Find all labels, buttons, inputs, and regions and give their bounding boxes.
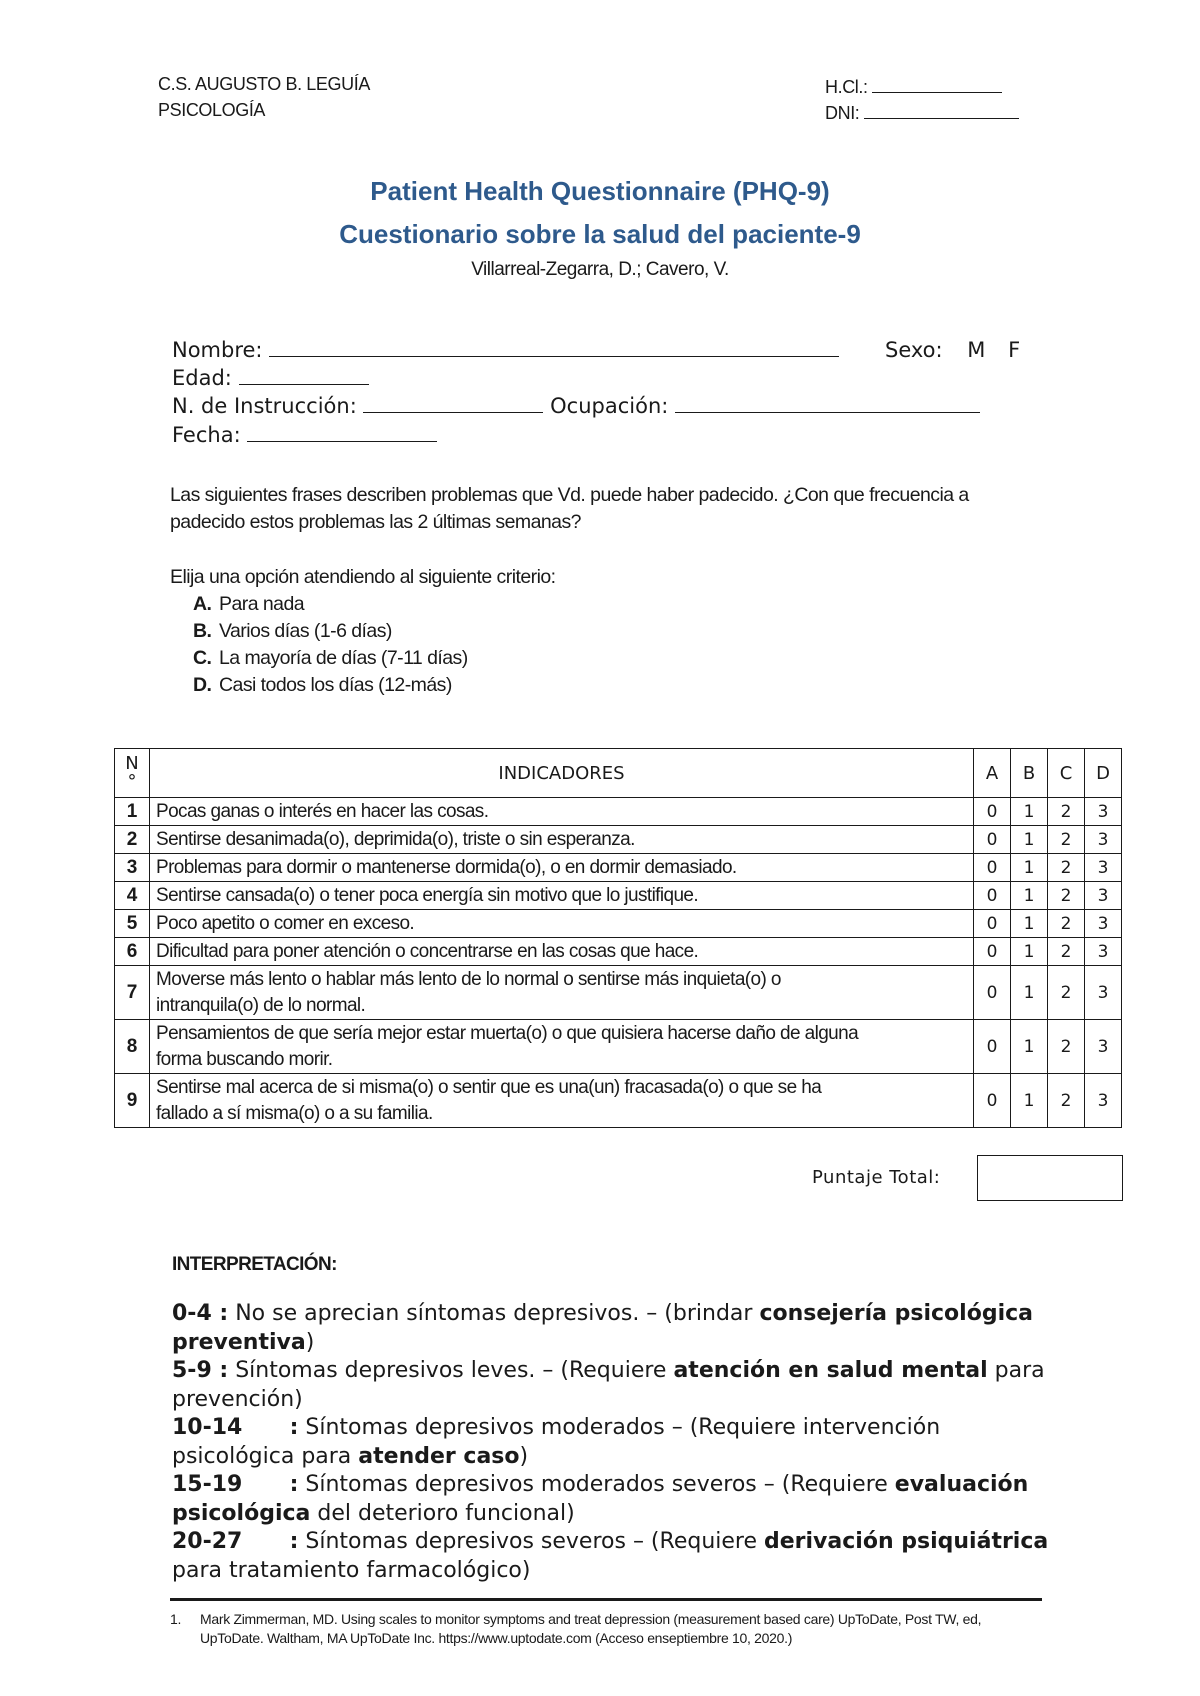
center-name: C.S. AUGUSTO B. LEGUÍA	[158, 74, 370, 94]
option-key: B.	[193, 620, 212, 642]
edad-blank[interactable]	[239, 366, 369, 385]
score-b[interactable]: 1	[1011, 882, 1048, 910]
sexo-f-option[interactable]: F	[1008, 338, 1021, 362]
option-text: Casi todos los días (12-más)	[219, 674, 452, 696]
instruccion-blank[interactable]	[363, 394, 543, 413]
intro-line-1: Las siguientes frases describen problemas que Vd. puede haber padecido. ¿Con que frecuencia a	[170, 484, 969, 506]
indicator-text: Sentirse desanimada(o), deprimida(o), triste o sin esperanza.	[150, 826, 974, 854]
dni-label: DNI:	[825, 103, 860, 123]
col-c-header: C	[1048, 749, 1085, 798]
interpretation-item: 10-14 : Síntomas depresivos moderados – (Requiere intervención psicológica para atender caso)	[172, 1415, 941, 1469]
indicator-text: Sentirse mal acerca de si misma(o) o sentir que es una(un) fracasada(o) o que se ha fallado a sí misma(o) o a su familia.	[150, 1074, 974, 1128]
score-a[interactable]: 0	[974, 966, 1011, 1020]
score-a[interactable]: 0	[974, 910, 1011, 938]
option-text: La mayoría de días (7-11 días)	[219, 647, 468, 669]
fecha-blank[interactable]	[247, 423, 437, 442]
col-a-header: A	[974, 749, 1011, 798]
score-c[interactable]: 2	[1048, 1074, 1085, 1128]
score-b[interactable]: 1	[1011, 826, 1048, 854]
score-d[interactable]: 3	[1085, 798, 1122, 826]
sexo-row	[885, 338, 1020, 362]
score-c[interactable]: 2	[1048, 966, 1085, 1020]
score-d[interactable]: 3	[1085, 1020, 1122, 1074]
col-n-header: N °	[115, 749, 150, 798]
instruccion-label: N. de Instrucción:	[172, 394, 357, 418]
score-a[interactable]: 0	[974, 826, 1011, 854]
indicator-text: Problemas para dormir o mantenerse dormida(o), o en dormir demasiado.	[150, 854, 974, 882]
col-b-header: B	[1011, 749, 1048, 798]
score-d[interactable]: 3	[1085, 1074, 1122, 1128]
ocupacion-label: Ocupación:	[550, 394, 669, 418]
interpretation-item: 20-27 : Síntomas depresivos severos – (Requiere derivación psiquiátrica para tratamiento farmacológico)	[172, 1529, 1049, 1583]
score-a[interactable]: 0	[974, 938, 1011, 966]
score-b[interactable]: 1	[1011, 938, 1048, 966]
footnote-number: 1.	[170, 1611, 182, 1627]
score-d[interactable]: 3	[1085, 882, 1122, 910]
score-d[interactable]: 3	[1085, 966, 1122, 1020]
nombre-label: Nombre:	[172, 338, 263, 362]
score-c[interactable]: 2	[1048, 910, 1085, 938]
hcl-blank[interactable]	[872, 74, 1002, 93]
interpretation-list	[172, 1300, 1052, 1585]
title-es: Cuestionario sobre la salud del paciente-9	[339, 219, 861, 249]
options-list	[193, 591, 468, 699]
score-c[interactable]: 2	[1048, 1020, 1085, 1074]
option-b	[193, 618, 468, 645]
sexo-label: Sexo:	[885, 338, 943, 362]
indicator-text: Poco apetito o comer en exceso.	[150, 910, 974, 938]
total-score-box[interactable]	[977, 1155, 1123, 1201]
interpretation-item: 5-9 : Síntomas depresivos leves. – (Requiere atención en salud mental para prevención)	[172, 1358, 1045, 1412]
indicator-text: Sentirse cansada(o) o tener poca energía sin motivo que lo justifique.	[150, 882, 974, 910]
footnote-line-1: Mark Zimmerman, MD. Using scales to monitor symptoms and treat depression (measurement based care) UpToDate, Post TW, ed,	[200, 1611, 982, 1627]
department-name: PSICOLOGÍA	[158, 100, 266, 120]
title-en: Patient Health Questionnaire (PHQ-9)	[370, 176, 830, 206]
ocupacion-blank[interactable]	[675, 394, 980, 413]
intro-paragraph	[170, 482, 969, 536]
footnote-rule	[170, 1598, 1042, 1601]
table-row: 3 Problemas para dormir o mantenerse dormida(o), o en dormir demasiado. 0 1 2 3	[115, 854, 1122, 882]
score-c[interactable]: 2	[1048, 882, 1085, 910]
instruccion-row	[172, 394, 980, 418]
table-row: 4 Sentirse cansada(o) o tener poca energía sin motivo que lo justifique. 0 1 2 3	[115, 882, 1122, 910]
option-c	[193, 645, 468, 672]
footnote	[170, 1610, 1050, 1648]
interpretation-heading: INTERPRETACIÓN:	[172, 1254, 337, 1275]
score-d[interactable]: 3	[1085, 854, 1122, 882]
edad-label: Edad:	[172, 366, 232, 390]
table-row: 2 Sentirse desanimada(o), deprimida(o), triste o sin esperanza. 0 1 2 3	[115, 826, 1122, 854]
table-row: 7 Moverse más lento o hablar más lento de lo normal o sentirse más inquieta(o) o intranquila(o) de lo normal. 0 1 2 3	[115, 966, 1122, 1020]
table-header-row	[115, 749, 1122, 798]
criteria-text: Elija una opción atendiendo al siguiente criterio:	[170, 566, 556, 588]
hcl-field[interactable]	[825, 74, 1002, 98]
authors: Villarreal-Zegarra, D.; Cavero, V.	[471, 259, 729, 280]
score-b[interactable]: 1	[1011, 910, 1048, 938]
indicators-table	[114, 748, 1122, 1128]
indicator-text: Pensamientos de que sería mejor estar muerta(o) o que quisiera hacerse daño de alguna forma buscando morir.	[150, 1020, 974, 1074]
nombre-row	[172, 338, 839, 362]
nombre-blank[interactable]	[269, 338, 839, 357]
score-a[interactable]: 0	[974, 1020, 1011, 1074]
hcl-label: H.Cl.:	[825, 77, 868, 97]
dni-blank[interactable]	[864, 100, 1019, 119]
indicator-text: Dificultad para poner atención o concentrarse en las cosas que hace.	[150, 938, 974, 966]
intro-line-2: padecido estos problemas las 2 últimas semanas?	[170, 511, 581, 533]
option-key: A.	[193, 593, 212, 615]
score-d[interactable]: 3	[1085, 938, 1122, 966]
option-d	[193, 672, 468, 699]
fecha-label: Fecha:	[172, 423, 241, 447]
score-b[interactable]: 1	[1011, 854, 1048, 882]
score-b[interactable]: 1	[1011, 1074, 1048, 1128]
option-a	[193, 591, 468, 618]
dni-field[interactable]	[825, 100, 1019, 124]
option-text: Para nada	[219, 593, 305, 615]
indicator-text: Pocas ganas o interés en hacer las cosas.	[150, 798, 974, 826]
option-text: Varios días (1-6 días)	[219, 620, 392, 642]
score-a[interactable]: 0	[974, 882, 1011, 910]
footnote-line-2: UpToDate. Waltham, MA UpToDate Inc. https://www.uptodate.com (Acceso enseptiembre 10, 2020.)	[200, 1630, 793, 1646]
fecha-row	[172, 423, 437, 447]
interpretation-item: 15-19 : Síntomas depresivos moderados severos – (Requiere evaluación psicológica del deterioro funcional)	[172, 1472, 1029, 1526]
table-row: 5 Poco apetito o comer en exceso. 0 1 2 3	[115, 910, 1122, 938]
score-c[interactable]: 2	[1048, 854, 1085, 882]
score-c[interactable]: 2	[1048, 938, 1085, 966]
table-row: 9 Sentirse mal acerca de si misma(o) o sentir que es una(un) fracasada(o) o que se ha fallado a sí misma(o) o a su familia. 0 1 2 3	[115, 1074, 1122, 1128]
score-a[interactable]: 0	[974, 854, 1011, 882]
score-a[interactable]: 0	[974, 1074, 1011, 1128]
option-key: C.	[193, 647, 212, 669]
score-c[interactable]: 2	[1048, 826, 1085, 854]
score-d[interactable]: 3	[1085, 910, 1122, 938]
table-row: 8 Pensamientos de que sería mejor estar muerta(o) o que quisiera hacerse daño de alguna forma buscando morir. 0 1 2 3	[115, 1020, 1122, 1074]
total-label: Puntaje Total:	[812, 1167, 941, 1188]
score-b[interactable]: 1	[1011, 1020, 1048, 1074]
interpretation-item: 0-4 : No se aprecian síntomas depresivos. – (brindar consejería psicológica preventiva)	[172, 1301, 1033, 1355]
sexo-m-option[interactable]: M	[967, 338, 986, 362]
score-b[interactable]: 1	[1011, 798, 1048, 826]
score-c[interactable]: 2	[1048, 798, 1085, 826]
score-a[interactable]: 0	[974, 798, 1011, 826]
score-d[interactable]: 3	[1085, 826, 1122, 854]
col-indicadores-header: INDICADORES	[150, 749, 974, 798]
option-key: D.	[193, 674, 212, 696]
table-row: 6 Dificultad para poner atención o concentrarse en las cosas que hace. 0 1 2 3	[115, 938, 1122, 966]
indicator-text: Moverse más lento o hablar más lento de lo normal o sentirse más inquieta(o) o intranquila(o) de lo normal.	[150, 966, 974, 1020]
edad-row	[172, 366, 369, 390]
col-d-header: D	[1085, 749, 1122, 798]
score-b[interactable]: 1	[1011, 966, 1048, 1020]
table-row: 1 Pocas ganas o interés en hacer las cosas. 0 1 2 3	[115, 798, 1122, 826]
